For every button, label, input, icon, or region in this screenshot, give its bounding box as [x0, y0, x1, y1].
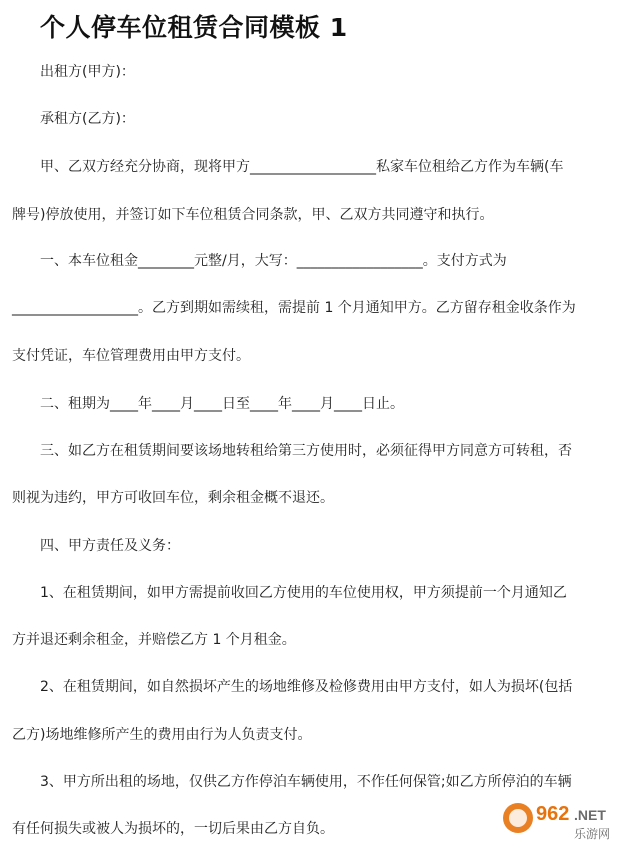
clause-4-item-2-line-1: 2、在租赁期间，如自然损坏产生的场地维修及检修费用由甲方支付，如人为损坏(包括 [40, 679, 573, 695]
clause-2-line: 二、租期为____年____月____日至____年____月____日止。 [40, 396, 404, 412]
clause-3-line-1: 三、如乙方在租赁期间要该场地转租给第三方使用时，必须征得甲方同意方可转租，否 [40, 443, 572, 459]
document-title: 个人停车位租赁合同模板 1 [40, 13, 348, 42]
lessor-line: 出租方(甲方)： [40, 64, 135, 80]
preamble-line-2: 牌号)停放使用，并签订如下车位租赁合同条款，甲、乙双方共同遵守和执行。 [12, 207, 494, 223]
clause-1-line-2: __________________。乙方到期如需续租，需提前 1 个月通知甲方。乙方留存租金收条作为 [12, 300, 576, 316]
clause-1-line-3: 支付凭证，车位管理费用由甲方支付。 [12, 348, 250, 364]
site-watermark-logo [500, 794, 624, 842]
svg-text:.NET: .NET [574, 807, 606, 823]
lessee-line: 承租方(乙方)： [40, 111, 135, 127]
preamble-line-1: 甲、乙双方经充分协商，现将甲方__________________私家车位租给乙方作为车辆(车 [40, 159, 564, 175]
svg-text:乐游网: 乐游网 [574, 827, 611, 841]
clause-4-item-1-line-2: 方并退还剩余租金，并赔偿乙方 1 个月租金。 [12, 632, 296, 648]
clause-4-item-3-line-1: 3、甲方所出租的场地，仅供乙方作停泊车辆使用，不作任何保管;如乙方所停泊的车辆 [40, 774, 572, 790]
clause-4-item-2-line-2: 乙方)场地维修所产生的费用由行为人负责支付。 [12, 727, 312, 743]
svg-text:962: 962 [536, 803, 570, 825]
clause-4-item-3-line-2: 有任何损失或被人为损坏的，一切后果由乙方自负。 [12, 821, 334, 837]
clause-4-item-1-line-1: 1、在租赁期间，如甲方需提前收回乙方使用的车位使用权，甲方须提前一个月通知乙 [40, 585, 567, 601]
clause-4-heading: 四、甲方责任及义务： [40, 538, 180, 554]
clause-1-line-1: 一、本车位租金________元整/月，大写：__________________。支付方式为 [40, 253, 507, 269]
clause-3-line-2: 则视为违约，甲方可收回车位，剩余租金概不退还。 [12, 490, 334, 506]
